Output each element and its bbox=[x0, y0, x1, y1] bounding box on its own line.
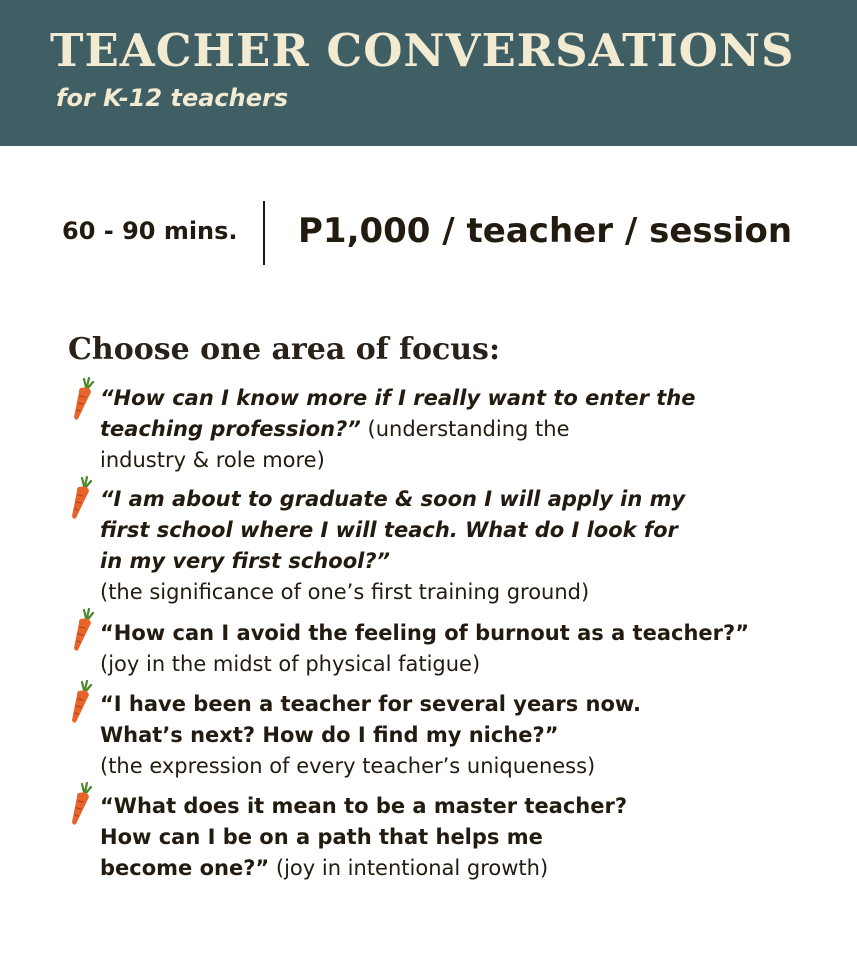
focus-note: (the expression of every teacher’s uniqueness) bbox=[100, 754, 596, 778]
carrot-icon bbox=[68, 782, 94, 826]
carrot-icon bbox=[68, 680, 94, 724]
focus-question-line: “How can I avoid the feeling of burnout as a teacher?” bbox=[100, 621, 749, 645]
focus-question-line: first school where I will teach. What do I look for bbox=[100, 518, 678, 542]
focus-question-line: “I am about to graduate & soon I will apply in my bbox=[100, 487, 686, 511]
focus-note: (the significance of one’s first training ground) bbox=[100, 580, 590, 604]
header-banner bbox=[0, 0, 857, 146]
focus-heading: Choose one area of focus: bbox=[68, 332, 501, 367]
focus-note: industry & role more) bbox=[100, 448, 325, 472]
focus-item-5 bbox=[100, 791, 800, 884]
focus-question-line: “I have been a teacher for several years now. bbox=[100, 692, 641, 716]
page-title: TEACHER CONVERSATIONS bbox=[50, 24, 795, 77]
focus-item-3 bbox=[100, 618, 800, 680]
focus-item-2 bbox=[100, 484, 800, 608]
focus-question-line: become one?” bbox=[100, 856, 270, 880]
focus-note: (understanding the bbox=[360, 417, 570, 441]
focus-note: (joy in intentional growth) bbox=[269, 856, 549, 880]
carrot-icon bbox=[68, 476, 94, 520]
session-price: P1,000 / teacher / session bbox=[298, 211, 793, 251]
page-subtitle: for K-12 teachers bbox=[56, 84, 289, 112]
carrot-icon bbox=[70, 608, 96, 652]
session-duration: 60 - 90 mins. bbox=[62, 217, 238, 245]
focus-question-line: “How can I know more if I really want to enter the bbox=[100, 386, 696, 410]
pricing-divider bbox=[263, 201, 265, 265]
carrot-icon bbox=[70, 377, 96, 421]
focus-question-line: teaching profession?” bbox=[100, 417, 361, 441]
focus-item-1 bbox=[100, 383, 800, 476]
focus-question-line: What’s next? How do I find my niche?” bbox=[100, 723, 559, 747]
focus-question-line: in my very first school?” bbox=[100, 549, 391, 573]
focus-item-4 bbox=[100, 689, 800, 782]
focus-note: (joy in the midst of physical fatigue) bbox=[100, 652, 481, 676]
focus-question-line: “What does it mean to be a master teacher? bbox=[100, 794, 628, 818]
focus-question-line: How can I be on a path that helps me bbox=[100, 825, 543, 849]
